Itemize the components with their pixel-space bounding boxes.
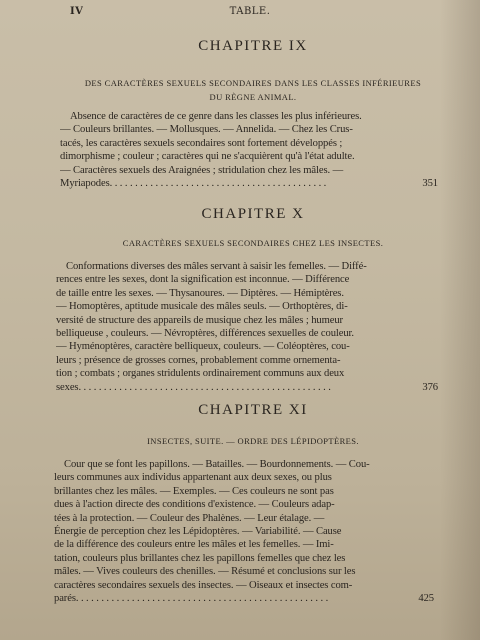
summary-line: Absence de caractères de ce genre dans les classes les plus inférieures. [70, 111, 362, 122]
summary-end-line [56, 381, 438, 394]
chapter-subtitle [68, 76, 438, 104]
summary-line: — Caractères sexuels des Araignées ; stridulation chez les mâles. — [60, 164, 344, 176]
summary-line: Conformations diverses des mâles servant à saisir les femelles. — Diffé- [66, 261, 367, 272]
summary-line: parés. . . . . . . . . . . . . . . . . . . . . . . . . . . . . . . . . . . . . . . . . . . . . . . . . . [54, 593, 329, 605]
summary-line: sexes. . . . . . . . . . . . . . . . . . . . . . . . . . . . . . . . . . . . . . . . . . . . . . . . . . [56, 381, 331, 393]
summary-line: — Homoptères, aptitude musicale des mâles seuls. — Orthoptères, di- [56, 301, 348, 313]
page-reference: 351 [422, 178, 438, 190]
summary-line: Énergie de perception chez les Lépidoptères. — Variabilité. — Cause [54, 526, 342, 538]
chapter-subtitle [68, 434, 438, 448]
summary-line: belliqueuse , couleurs. — Névroptères, différences sexuelles de couleur. [56, 328, 354, 340]
chapter-summary [56, 260, 438, 394]
subtitle-line: INSECTES, SUITE. — ORDRE DES LÉPIDOPTÈRES. [147, 436, 359, 446]
summary-line: leurs ; présence de grosses cornes, probablement comme ornementa- [56, 354, 341, 366]
chapter-heading: CHAPITRE XI [198, 402, 308, 418]
summary-line: rences entre les sexes, dont la signification est inconnue. — Différence [56, 274, 350, 286]
summary-line: de taille entre les sexes. — Thysanoures. — Diptères. — Hémiptères. [56, 287, 344, 299]
subtitle-line: DES CARACTÈRES SEXUELS SECONDAIRES DANS LES CLASSES INFÉRIEURES [84, 78, 422, 88]
summary-line: dues à l'action directe des conditions d'existence. — Couleurs adap- [54, 499, 335, 511]
summary-line: tation, couleurs plus brillantes chez les papillons femelles que chez les [54, 552, 346, 564]
subtitle-line: CARACTÈRES SEXUELS SECONDAIRES CHEZ LES INSECTES. [122, 238, 384, 248]
running-title: TABLE. [229, 6, 271, 17]
summary-line: Myriapodes. . . . . . . . . . . . . . . . . . . . . . . . . . . . . . . . . . . . . . . . . . . [60, 178, 327, 190]
summary-line: tées à la protection. — Couleur des Phalènes. — Leur étalage. — [54, 512, 325, 524]
summary-line: — Hyménoptères, caractère belliqueux, couleurs. — Coléoptères, cou- [56, 341, 350, 353]
summary-end-line [54, 592, 434, 605]
chapter-heading: CHAPITRE X [201, 206, 305, 222]
summary-line: Cour que se font les papillons. — Batailles. — Bourdonnements. — Cou- [64, 459, 370, 470]
page-shadow [440, 0, 480, 640]
chapter-summary [60, 110, 438, 190]
summary-line: versité de structure des appareils de musique chez les mâles ; humeur [56, 314, 343, 326]
page-reference: 425 [418, 593, 434, 605]
summary-line: mâles. — Vives couleurs des chenilles. — Résumé et conclusions sur les [54, 566, 356, 578]
summary-line: tion ; combats ; organes stridulents ordinairement communs aux deux [56, 368, 345, 380]
summary-line: leurs communes aux individus appartenant aux deux sexes, ou plus [54, 472, 332, 484]
chapter-subtitle [68, 236, 438, 250]
summary-line: caractères secondaires sexuels des insectes. — Oiseaux et insectes com- [54, 579, 353, 591]
summary-end-line [60, 177, 438, 190]
summary-line: tacés, les caractères sexuels secondaires sont fortement développés ; [60, 137, 343, 149]
subtitle-line: DU RÈGNE ANIMAL. [209, 92, 297, 102]
summary-line: de la différence des couleurs entre les mâles et les femelles. — Imi- [54, 539, 334, 551]
chapter-summary [54, 458, 434, 605]
chapter-heading: CHAPITRE IX [198, 38, 308, 54]
page-reference: 376 [422, 381, 438, 393]
summary-line: — Couleurs brillantes. — Mollusques. — Annelida. — Chez les Crus- [60, 124, 353, 136]
summary-line: dimorphisme ; couleur ; caractères qui ne s'acquièrent qu'à l'état adulte. [60, 151, 355, 163]
summary-line: brillantes chez les mâles. — Exemples. — Ces couleurs ne sont pas [54, 485, 334, 497]
page-folio: IV [70, 6, 84, 17]
